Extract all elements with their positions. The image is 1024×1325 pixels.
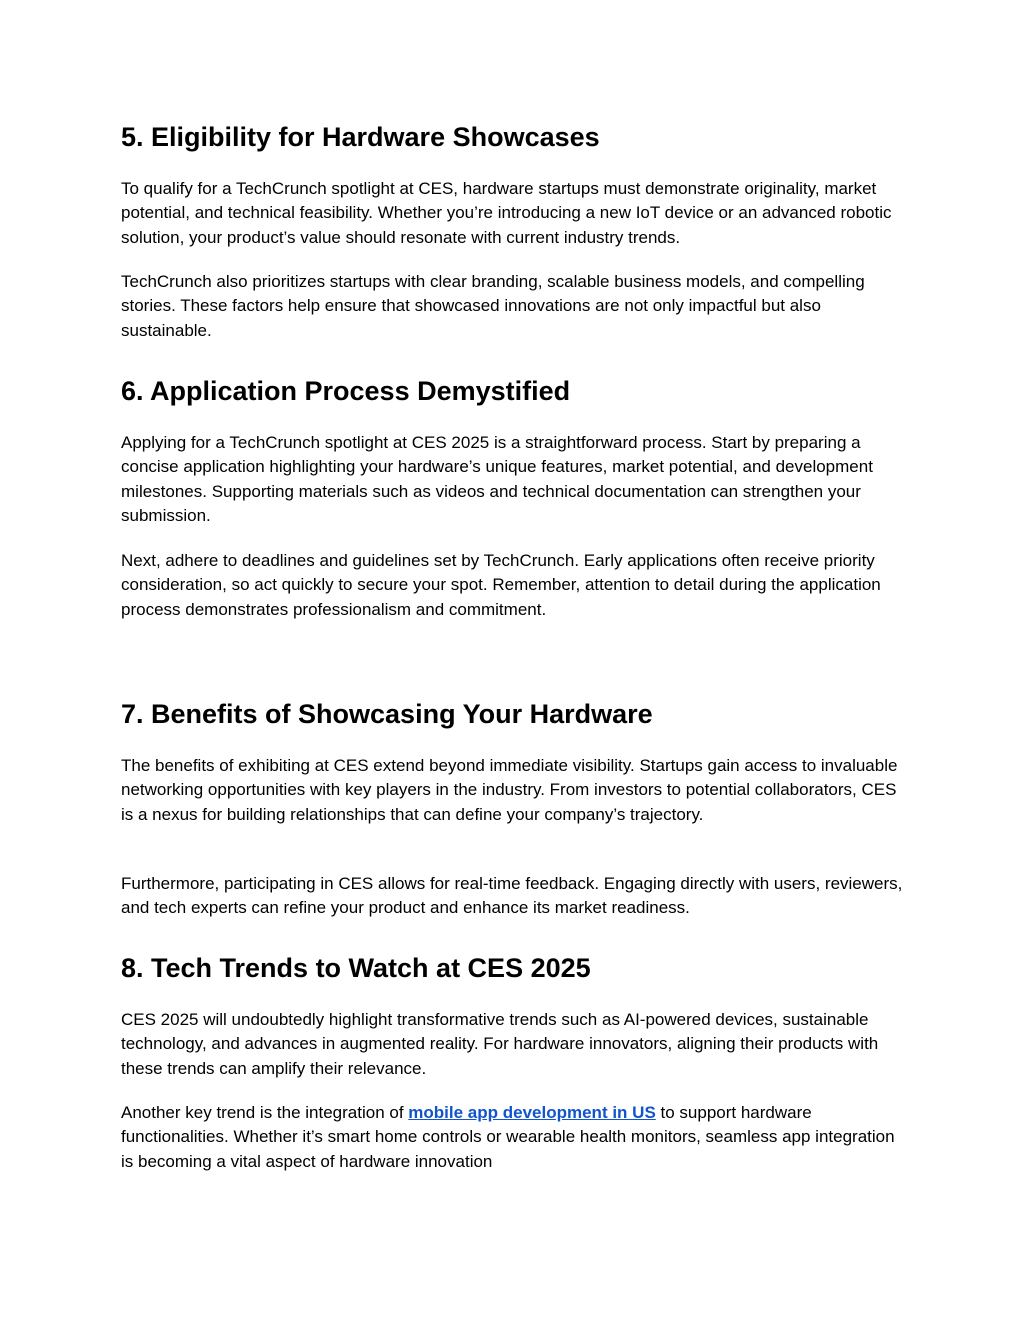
paragraph-application-1: Applying for a TechCrunch spotlight at CES 2025 is a straightforward process. Start by preparing a concise application highlighting your hardware’s unique features, market potential, and development milestones. Supporting materials such as videos and technical documentation can strengthen your submission. xyxy=(121,433,873,526)
paragraph-trends-2 xyxy=(121,1101,911,1174)
paragraph-trends-2-text-before: Another key trend is the integration of xyxy=(121,1103,409,1122)
section-heading-application: 6. Application Process Demystified xyxy=(121,376,571,406)
paragraph-trends-2-text-after: to support hardware functionalities. Whether it’s smart home controls or wearable health monitors, seamless app integration is becoming a vital aspect of hardware innovation xyxy=(121,1103,895,1171)
paragraph-trends-1: CES 2025 will undoubtedly highlight transformative trends such as AI-powered devices, sustainable technology, and advances in augmented reality. For hardware innovators, aligning their products with these trends can amplify their relevance. xyxy=(121,1010,879,1078)
section-heading-eligibility: 5. Eligibility for Hardware Showcases xyxy=(121,122,600,152)
paragraph-benefits-2: Furthermore, participating in CES allows for real-time feedback. Engaging directly with users, reviewers, and tech experts can refine your product and enhance its market readiness. xyxy=(121,874,903,918)
paragraph-eligibility-2: TechCrunch also prioritizes startups with clear branding, scalable business models, and compelling stories. These factors help ensure that showcased innovations are not only impactful but also sustainable. xyxy=(121,272,865,340)
section-heading-benefits: 7. Benefits of Showcasing Your Hardware xyxy=(121,699,653,729)
mobile-app-development-link[interactable]: mobile app development in US xyxy=(408,1103,656,1122)
paragraph-eligibility-1: To qualify for a TechCrunch spotlight at CES, hardware startups must demonstrate originality, market potential, and technical feasibility. Whether you’re introducing a new IoT device or an advanced robotic solution, your product’s value should resonate with current industry trends. xyxy=(121,179,892,247)
paragraph-benefits-1: The benefits of exhibiting at CES extend beyond immediate visibility. Startups gain access to invaluable networking opportunities with key players in the industry. From investors to potential collaborators, CES is a nexus for building relationships that can define your company’s trajectory. xyxy=(121,756,898,824)
paragraph-application-2: Next, adhere to deadlines and guidelines set by TechCrunch. Early applications often receive priority consideration, so act quickly to secure your spot. Remember, attention to detail during the application process demonstrates professionalism and commitment. xyxy=(121,551,881,619)
section-heading-trends: 8. Tech Trends to Watch at CES 2025 xyxy=(121,953,591,983)
